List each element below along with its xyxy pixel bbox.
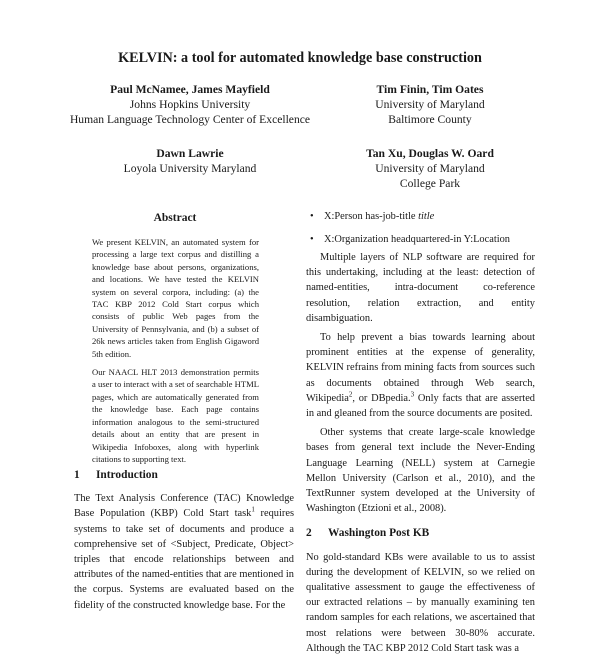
body-paragraph: Other systems that create large-scale knowledge bases from general text include the Never-Ending Language Learning (NELL) system at Carnegie Mellon University (Carlson et al., 2010), and the TextRunner system developed at the University of Washington (Etzioni et al., 2008). [306,427,535,515]
list-item-text: X:Person has-job-title [324,211,419,222]
body-paragraph [306,330,535,421]
section-heading [74,468,294,483]
section-number: 1 [74,469,80,481]
list-item-text: X:Organization headquartered-in Y:Location [324,234,511,245]
body-paragraph: No gold-standard KBs were available to us to assist during the development of KELVIN, so we relied on qualitative assessment to gauge the effectiveness of our extracted relations – by manually examining ten random samples for each relations, we ascertained that most relations were between 30-80% accurate. Although the TAC KBP 2012 Cold Start task was a [306,551,535,654]
footnote-marker: 3 [410,390,415,399]
author-affiliation: College Park [399,177,461,190]
author-block-loyola [90,146,290,176]
list-item [310,209,536,224]
author-block-umcp [315,146,545,191]
footnote-marker: 2 [348,390,353,399]
intro-text: requires systems to take set of documents and produce a comprehensive set of <Subject, Predicate, Object> triples that encode relationships between and attributes of the named-entities that are mentioned in the corpus. Systems are evaluated based on the fidelity of the constructed knowledge base. For the [74,508,294,611]
abstract-body [92,236,259,471]
abstract-paragraph: Our NAACL HLT 2013 demonstration permits a user to interact with a set of searchable HTML pages, which are automatically generated from the knowledge base. Each page contains information analogous to the semi-structured details about an entity that are present in Wikipedia Infoboxes, along with hyperlink citations to supporting text. [92,367,259,464]
author-affiliation: Human Language Technology Center of Excellence [69,113,311,126]
bullet-icon: • [310,234,314,245]
author-affiliation: University of Maryland [375,98,485,111]
bullet-list [310,209,536,255]
paper-title: KELVIN: a tool for automated knowledge base construction [118,50,482,66]
body-text: , or DBpedia. [352,392,411,404]
intro-text: The Text Analysis Conference (TAC) Knowledge Base Population (KBP) Cold Start task [74,493,294,520]
author-affiliation: Baltimore County [388,113,472,126]
body-text: To help prevent a bias towards learning about prominent entities at the expense of generality, KELVIN refrains from mining facts from sources such as documents obtained through Web search, Wikipedia [306,332,535,404]
footnote-marker: 1 [251,505,255,514]
author-block-umbc [325,82,535,127]
body-paragraph: Multiple layers of NLP software are required for this undertaking, including at the least: detection of named-entities, intra-document co-reference resolution, relation extraction, and entity disambiguation. [306,252,535,324]
bullet-icon: • [310,211,314,222]
abstract-heading: Abstract [153,212,197,224]
section-title: Washington Post KB [328,527,430,540]
section-introduction [74,468,294,613]
author-names: Paul McNamee, James Mayfield [110,83,270,96]
abstract-paragraph: We present KELVIN, an automated system for processing a large text corpus and distilling a knowledge base about persons, organizations, and locations. We have tested the KELVIN system on several corpora, including: (a) the TAC KBP 2012 Cold Start corpus which consists of public Web pages from the University of Pennsylvania, and (b) a subset of 26k news articles taken from English Gigaword 5th edition. [92,237,259,359]
author-block-jhu [60,82,320,127]
section-number: 2 [306,527,312,540]
list-item [310,232,536,247]
author-affiliation: Loyola University Maryland [123,162,257,175]
author-affiliation: Johns Hopkins University [129,98,251,111]
author-affiliation: University of Maryland [375,162,485,175]
list-item-italic: title [418,211,435,222]
right-column [306,250,535,656]
author-names: Tan Xu, Douglas W. Oard [366,147,494,160]
body-text: Only facts that are asserted in and gleaned from the source documents are posited. [306,392,535,420]
intro-paragraph [74,491,294,613]
section-title: Introduction [96,469,158,481]
section-heading [306,526,535,541]
author-names: Dawn Lawrie [156,147,224,160]
author-names: Tim Finin, Tim Oates [376,83,484,96]
